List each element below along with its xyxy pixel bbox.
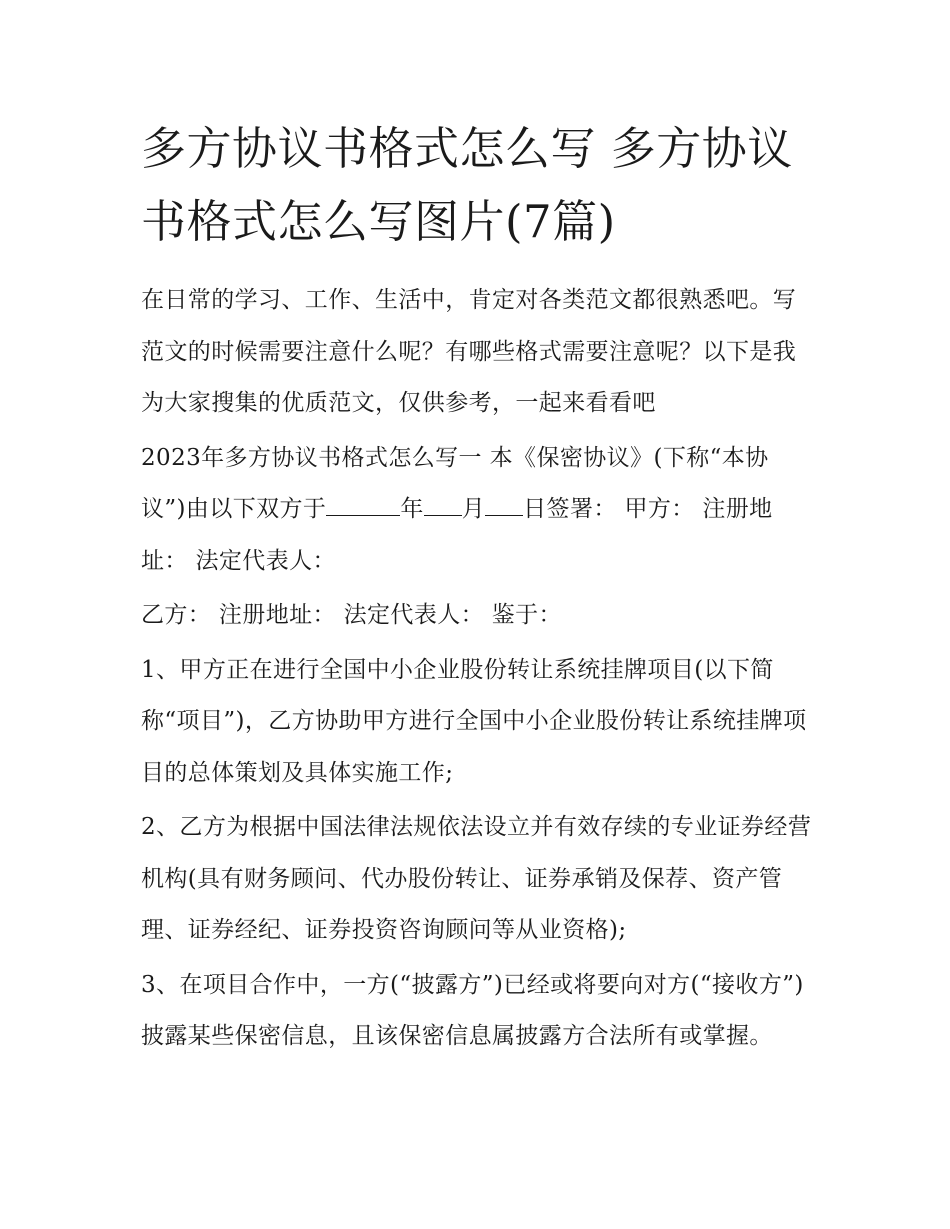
date-month-blank [424, 495, 462, 516]
document-body [141, 275, 813, 1063]
agreement-opening-paragraph [141, 433, 813, 588]
clause-2: 2、乙方为根据中国法律法规依法设立并有效存续的专业证券经营机构(具有财务顾问、代办股份转让、证券承销及保荐、资产管理、证券经纪、证券投资咨询顾问等从业资格); [141, 814, 812, 943]
document-title-text: 多方协议书格式怎么写 多方协议书格式怎么写图片(7篇) [141, 122, 793, 248]
year-label: 年 [400, 496, 424, 522]
document-page [141, 112, 813, 1066]
date-year-blank [326, 495, 400, 516]
signing-parties-text: 日签署： 甲方： 注册地址： 法定代表人： [141, 496, 773, 574]
agreement-opening-text: 2023年多方协议书格式怎么写一 本《保密协议》(下称“本协议”)由以下双方于 [141, 444, 769, 522]
intro-paragraph: 在日常的学习、工作、生活中，肯定对各类范文都很熟悉吧。写范文的时候需要注意什么呢？有哪些格式需要注意呢？以下是我为大家搜集的优质范文，仅供参考，一起来看看吧 [141, 287, 797, 416]
clause-3: 3、在项目合作中，一方(“披露方”)已经或将要向对方(“接收方”)披露某些保密信息，且该保密信息属披露方合法所有或掌握。 [141, 971, 804, 1049]
party-b-paragraph: 乙方： 注册地址： 法定代表人： 鉴于： [141, 602, 562, 628]
document-title [141, 112, 813, 258]
date-day-blank [485, 495, 523, 516]
month-label: 月 [461, 496, 486, 522]
clause-1: 1、甲方正在进行全国中小企业股份转让系统挂牌项目(以下简称“项目”)，乙方协助甲方进行全国中小企业股份转让系统挂牌项目的总体策划及具体实施工作; [141, 656, 807, 786]
